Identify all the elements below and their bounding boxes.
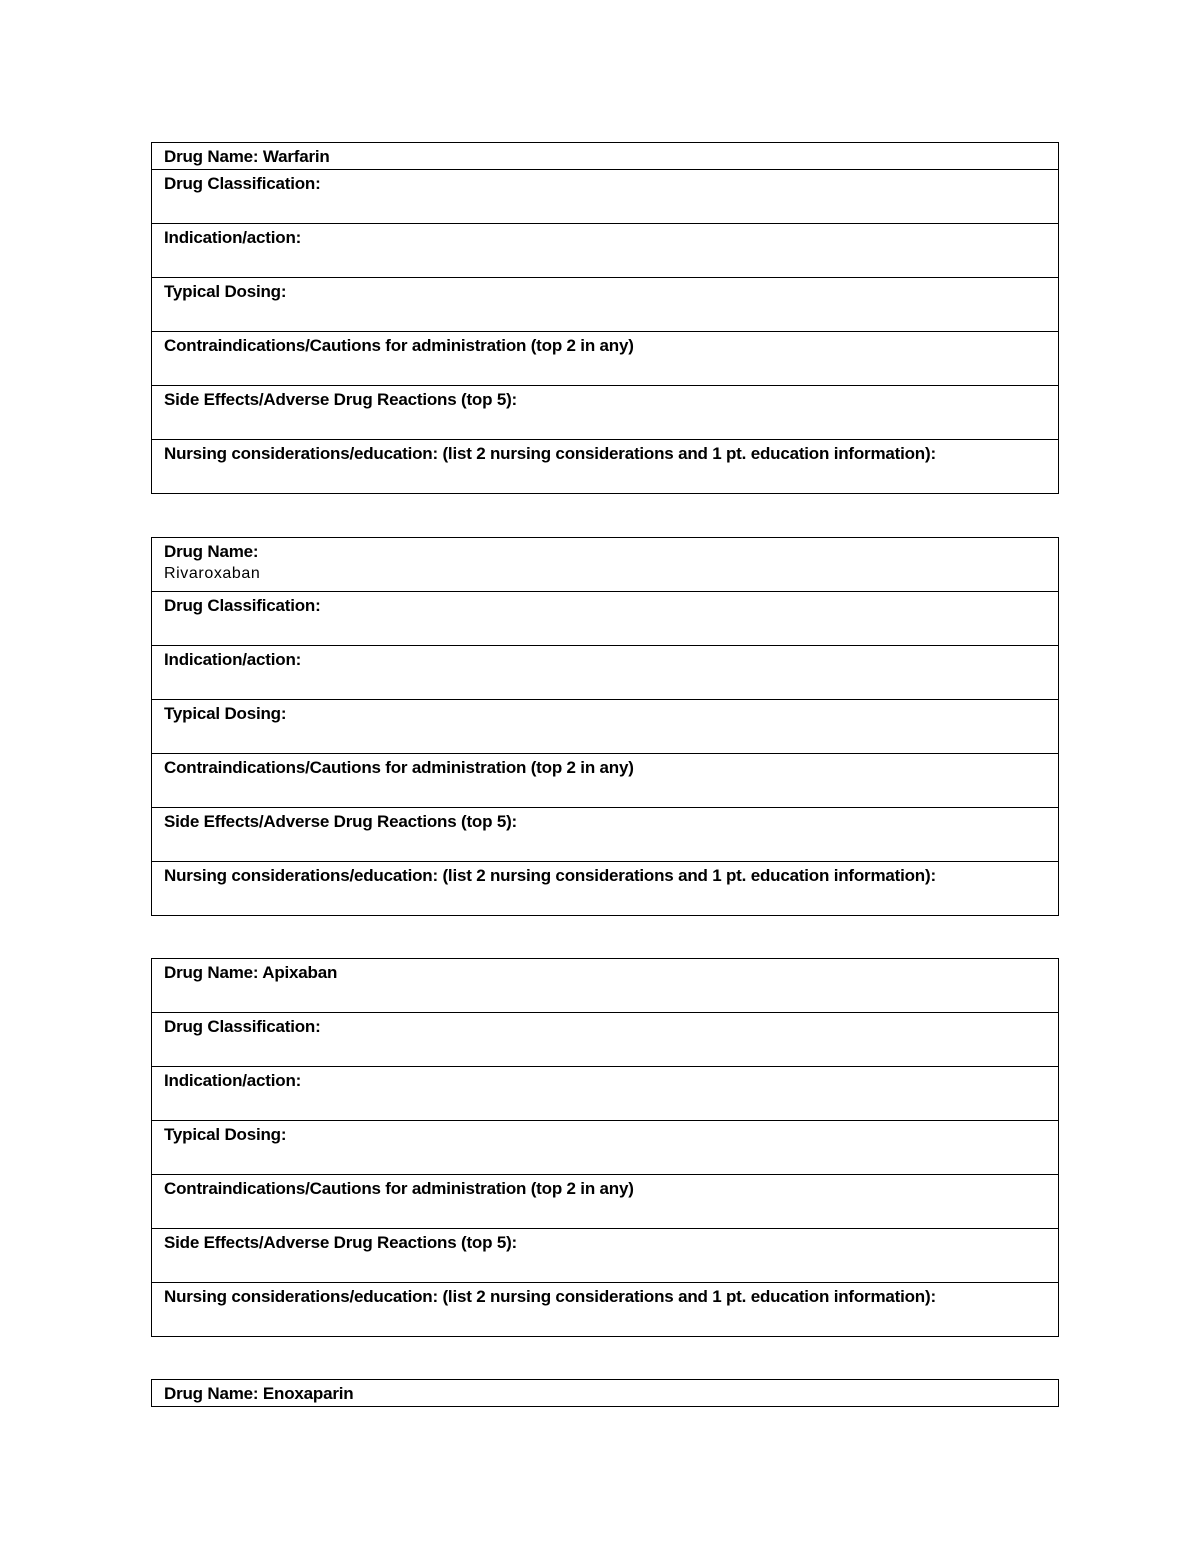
typical-dosing-cell: Typical Dosing: (152, 278, 1059, 332)
drug-classification-cell: Drug Classification: (152, 1013, 1059, 1067)
drug-name-row (152, 143, 1059, 170)
contraindications-row (152, 332, 1059, 386)
side-effects-row (152, 386, 1059, 440)
nursing-considerations-row (152, 862, 1059, 916)
drug-name-value: Rivaroxaban (164, 565, 261, 582)
drug-classification-row (152, 592, 1059, 646)
indication-action-row (152, 1067, 1059, 1121)
indication-action-cell: Indication/action: (152, 646, 1059, 700)
nursing-considerations-row (152, 1283, 1059, 1337)
nursing-considerations-cell: Nursing considerations/education: (list 2 nursing considerations and 1 pt. education information): (152, 1283, 1059, 1337)
nursing-considerations-cell: Nursing considerations/education: (list 2 nursing considerations and 1 pt. education information): (152, 440, 1059, 494)
typical-dosing-row (152, 278, 1059, 332)
drug-name-row (152, 538, 1059, 592)
drug-classification-row (152, 1013, 1059, 1067)
typical-dosing-cell: Typical Dosing: (152, 700, 1059, 754)
nursing-considerations-cell: Nursing considerations/education: (list 2 nursing considerations and 1 pt. education information): (152, 862, 1059, 916)
drug-name-cell: Drug Name: Warfarin (152, 143, 1059, 170)
typical-dosing-row (152, 700, 1059, 754)
contraindications-row (152, 754, 1059, 808)
typical-dosing-row (152, 1121, 1059, 1175)
drug-card-rivaroxaban (151, 537, 1059, 916)
drug-name-row (152, 1380, 1059, 1407)
indication-action-row (152, 646, 1059, 700)
side-effects-row (152, 1229, 1059, 1283)
contraindications-row (152, 1175, 1059, 1229)
drug-classification-cell: Drug Classification: (152, 170, 1059, 224)
side-effects-cell: Side Effects/Adverse Drug Reactions (top 5): (152, 1229, 1059, 1283)
contraindications-cell: Contraindications/Cautions for administration (top 2 in any) (152, 754, 1059, 808)
drug-card-enoxaparin (151, 1379, 1059, 1407)
contraindications-cell: Contraindications/Cautions for administration (top 2 in any) (152, 332, 1059, 386)
side-effects-cell: Side Effects/Adverse Drug Reactions (top 5): (152, 808, 1059, 862)
drug-classification-row (152, 170, 1059, 224)
typical-dosing-cell: Typical Dosing: (152, 1121, 1059, 1175)
drug-name-label: Drug Name: (164, 542, 259, 561)
drug-name-row (152, 959, 1059, 1013)
indication-action-cell: Indication/action: (152, 224, 1059, 278)
contraindications-cell: Contraindications/Cautions for administration (top 2 in any) (152, 1175, 1059, 1229)
side-effects-cell: Side Effects/Adverse Drug Reactions (top 5): (152, 386, 1059, 440)
drug-name-cell (152, 538, 1059, 592)
indication-action-cell: Indication/action: (152, 1067, 1059, 1121)
drug-card-warfarin (151, 142, 1059, 494)
drug-card-apixaban (151, 958, 1059, 1337)
drug-classification-cell: Drug Classification: (152, 592, 1059, 646)
drug-name-cell: Drug Name: Enoxaparin (152, 1380, 1059, 1407)
nursing-considerations-row (152, 440, 1059, 494)
side-effects-row (152, 808, 1059, 862)
indication-action-row (152, 224, 1059, 278)
drug-name-cell: Drug Name: Apixaban (152, 959, 1059, 1013)
